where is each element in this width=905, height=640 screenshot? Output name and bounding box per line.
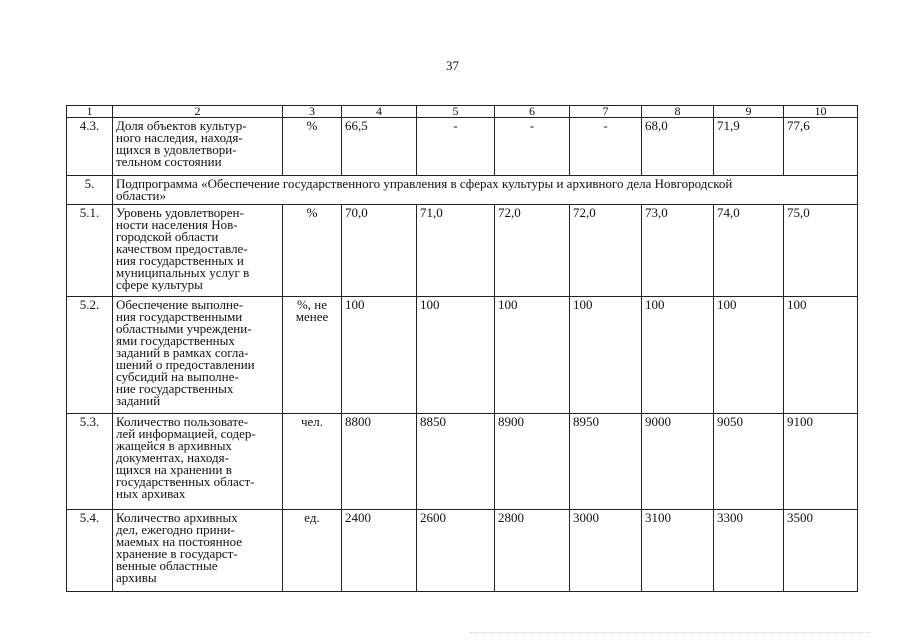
- header-cell: 10: [784, 106, 858, 118]
- unit-cell: %: [283, 118, 342, 176]
- header-cell: 2: [113, 106, 283, 118]
- header-cell: 7: [570, 106, 642, 118]
- indicator-name: Доля объектов культур- ного наследия, находя- щихся в удовлетвори- тельном состоянии: [113, 118, 283, 176]
- table-row: [67, 118, 858, 176]
- header-row: [67, 106, 858, 118]
- value-cell: 8800: [342, 414, 417, 510]
- row-number: 5.1.: [67, 205, 113, 297]
- value-cell: 2800: [495, 510, 570, 592]
- table-row: [67, 414, 858, 510]
- indicator-name: Уровень удовлетворен- ности населения Нов- городской области качеством предоставле- ния государственных и муниципальных услуг в сфере культуры: [113, 205, 283, 297]
- table-row: [67, 297, 858, 414]
- value-cell: 9050: [714, 414, 784, 510]
- value-cell: 100: [714, 297, 784, 414]
- value-cell: 8850: [417, 414, 495, 510]
- indicator-name: Количество архивных дел, ежегодно прини- маемых на постоянное хранение в государст- венные областные архивы: [113, 510, 283, 592]
- value-cell: 73,0: [642, 205, 714, 297]
- value-cell: 3500: [784, 510, 858, 592]
- value-cell: 8900: [495, 414, 570, 510]
- value-cell: 74,0: [714, 205, 784, 297]
- value-cell: 72,0: [495, 205, 570, 297]
- header-cell: 5: [417, 106, 495, 118]
- value-cell: -: [495, 118, 570, 176]
- value-cell: 8950: [570, 414, 642, 510]
- value-cell: 100: [495, 297, 570, 414]
- value-cell: 100: [342, 297, 417, 414]
- value-cell: 71,9: [714, 118, 784, 176]
- section-title: Подпрограмма «Обеспечение государственного управления в сферах культуры и архивного дела Новгородской области»: [113, 176, 858, 205]
- row-number: 5.4.: [67, 510, 113, 592]
- value-cell: 9000: [642, 414, 714, 510]
- value-cell: 3000: [570, 510, 642, 592]
- header-cell: 9: [714, 106, 784, 118]
- value-cell: 72,0: [570, 205, 642, 297]
- row-number: 5.2.: [67, 297, 113, 414]
- table-row: [67, 176, 858, 205]
- value-cell: 66,5: [342, 118, 417, 176]
- table-row: [67, 510, 858, 592]
- value-cell: 2400: [342, 510, 417, 592]
- value-cell: -: [417, 118, 495, 176]
- value-cell: 100: [417, 297, 495, 414]
- indicator-name: Обеспечение выполне- ния государственными областными учреждени- ями государственных заданий в рамках согла- шений о предоставлении субсидий на выполне- ние государственных заданий: [113, 297, 283, 414]
- row-number: 5.: [67, 176, 113, 205]
- scan-artifact: [470, 632, 870, 637]
- unit-cell: чел.: [283, 414, 342, 510]
- value-cell: 2600: [417, 510, 495, 592]
- value-cell: 9100: [784, 414, 858, 510]
- value-cell: -: [570, 118, 642, 176]
- value-cell: 70,0: [342, 205, 417, 297]
- value-cell: 71,0: [417, 205, 495, 297]
- value-cell: 3100: [642, 510, 714, 592]
- row-number: 5.3.: [67, 414, 113, 510]
- header-cell: 1: [67, 106, 113, 118]
- header-cell: 6: [495, 106, 570, 118]
- indicator-name: Количество пользовате- лей информацией, содер- жащейся в архивных документах, находя- щихся на хранении в государственных област- ных архивах: [113, 414, 283, 510]
- value-cell: 77,6: [784, 118, 858, 176]
- value-cell: 75,0: [784, 205, 858, 297]
- unit-cell: ед.: [283, 510, 342, 592]
- header-cell: 3: [283, 106, 342, 118]
- page-number: 37: [446, 58, 459, 73]
- row-number: 4.3.: [67, 118, 113, 176]
- header-cell: 8: [642, 106, 714, 118]
- value-cell: 68,0: [642, 118, 714, 176]
- unit-cell: %, не менее: [283, 297, 342, 414]
- value-cell: 100: [570, 297, 642, 414]
- value-cell: 100: [784, 297, 858, 414]
- table-row: [67, 205, 858, 297]
- indicators-table: [66, 105, 858, 592]
- value-cell: 3300: [714, 510, 784, 592]
- unit-cell: %: [283, 205, 342, 297]
- value-cell: 100: [642, 297, 714, 414]
- header-cell: 4: [342, 106, 417, 118]
